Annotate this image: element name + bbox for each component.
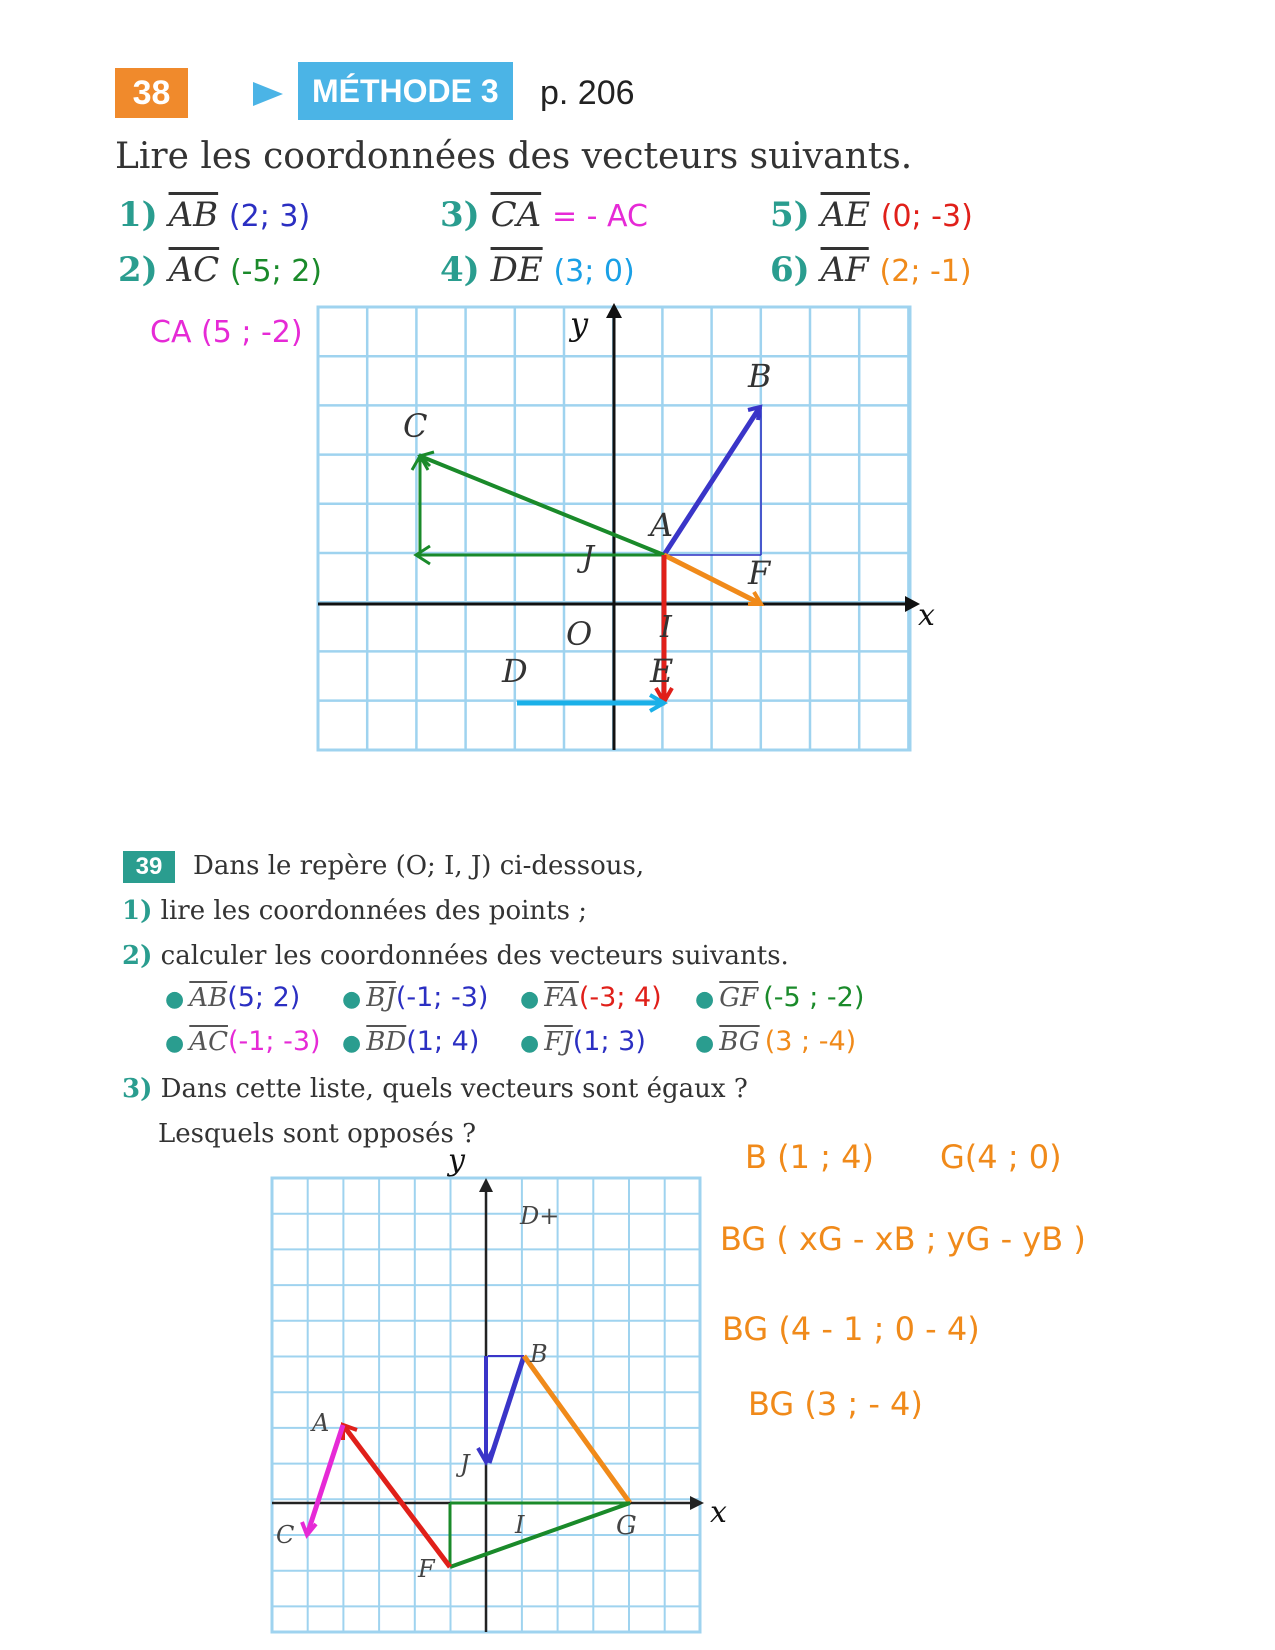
- ex39-vec-GF: ● $\overline{GF}$ (-5 ; -2): [695, 982, 865, 1013]
- point-A39-label: A: [312, 1409, 330, 1437]
- point-F-label: F: [748, 554, 771, 592]
- point-C-label: C: [403, 407, 428, 445]
- ex38-item-3: 3) $\overline{CA}$ = - AC: [440, 195, 648, 235]
- exercise-38-badge: 38: [115, 68, 188, 118]
- work-line-3: BG (4 - 1 ; 0 - 4): [722, 1310, 980, 1348]
- ex39-vec-BG: ● $\overline{BG}$ (3 ; -4): [695, 1026, 857, 1057]
- vector-AC: [307, 1425, 343, 1535]
- exercise-39-badge: 39: [123, 851, 175, 883]
- work-line-1a: B (1 ; 4): [745, 1138, 874, 1176]
- ex38-x-label: x: [918, 598, 935, 633]
- point-C39-label: C: [276, 1521, 295, 1549]
- ex39-q2: 2) calculer les coordonnées des vecteurs suivants.: [122, 941, 789, 971]
- point-B39-label: B: [530, 1340, 548, 1368]
- point-I-label: I: [660, 610, 672, 645]
- ex39-q1: 1) lire les coordonnées des points ;: [122, 896, 587, 926]
- ex39-vec-FA: ● $\overline{FA}(-3$; 4): [520, 982, 662, 1013]
- ex39-intro: Dans le repère (O; I, J) ci-dessous,: [193, 851, 645, 881]
- ex38-graph: [0, 0, 1275, 760]
- point-J-label: J: [582, 540, 595, 575]
- point-J39-label: J: [460, 1450, 470, 1478]
- vector-AC: [420, 456, 664, 555]
- ex38-item-6: 6) $\overline{AF}$ (2; -1): [770, 250, 972, 290]
- vector-BJ: [489, 1356, 524, 1463]
- vector-BG: [524, 1356, 630, 1503]
- point-O-label: O: [566, 615, 593, 653]
- ex38-item-2: 2) $\overline{AC}$ (-5; 2): [118, 250, 323, 290]
- ex38-item-1: 1) $\overline{AB}$ (2; 3): [118, 195, 311, 235]
- page-reference: p. 206: [540, 74, 635, 112]
- ex39-q3: 3) Dans cette liste, quels vecteurs sont égaux ?: [122, 1074, 748, 1104]
- ex39-vec-BD: ● $\overline{BD}(1$; 4): [342, 1026, 480, 1057]
- vector-FA: [343, 1425, 450, 1567]
- ex39-graph: [0, 1130, 760, 1650]
- point-A-label: A: [650, 506, 674, 544]
- point-D39-label: D+: [520, 1202, 560, 1230]
- point-G39-label: G: [616, 1511, 637, 1541]
- point-I39-label: I: [515, 1511, 525, 1539]
- exercise-38-instruction: Lire les coordonnées des vecteurs suivants.: [115, 136, 913, 177]
- work-line-4: BG (3 ; - 4): [748, 1385, 923, 1423]
- ex38-handwritten-note: CA (5 ; -2): [150, 315, 303, 350]
- ex39-x-label: x: [710, 1495, 727, 1530]
- ex38-item-4: 4) $\overline{DE}$ (3; 0): [440, 250, 635, 290]
- ex39-vec-BJ: ● $\overline{BJ}(-1$; -3): [342, 982, 489, 1013]
- point-F39-label: F: [418, 1555, 435, 1583]
- ex39-vec-AB: ● $\overline{AB}(5$; 2): [165, 982, 301, 1013]
- method-label: MÉTHODE 3: [298, 62, 513, 120]
- point-B-label: B: [748, 357, 772, 395]
- ex39-vec-FJ: ● $\overline{FJ}(1$; 3): [520, 1026, 646, 1057]
- ex39-vec-AC: ● $\overline{AC}(-1$; -3): [165, 1026, 321, 1057]
- ex39-q3b: Lesquels sont opposés ?: [158, 1119, 477, 1149]
- work-line-2: BG ( xG - xB ; yG - yB ): [720, 1220, 1086, 1258]
- point-E-label: E: [650, 652, 674, 690]
- ex38-item-5: 5) $\overline{AE}$ (0; -3): [770, 195, 973, 235]
- ex39-y-label: y: [448, 1143, 465, 1178]
- work-line-1b: G(4 ; 0): [940, 1138, 1062, 1176]
- point-D-label: D: [502, 652, 528, 690]
- ex38-y-label: y: [570, 305, 589, 343]
